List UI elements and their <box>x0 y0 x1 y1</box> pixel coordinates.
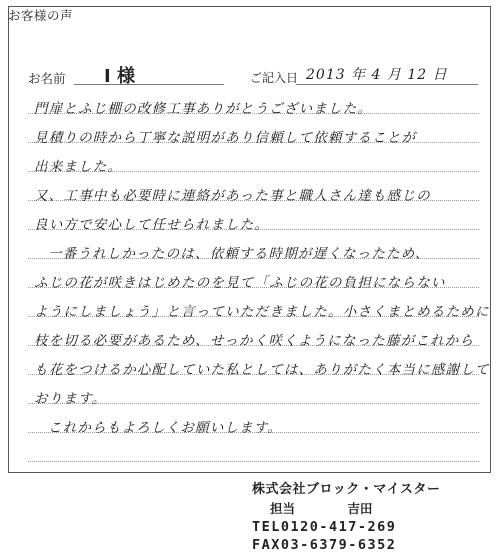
company-footer <box>252 478 440 553</box>
message-line: ようにしましょう」と言っていただきました。小さくまとめるために <box>34 304 490 320</box>
form-title: お客様の声 <box>8 8 74 23</box>
message-line: 出来ました。 <box>34 159 123 175</box>
message-line: 門扉とふじ棚の改修工事ありがとうございました。 <box>34 101 373 117</box>
ruled-line <box>28 461 479 462</box>
message-line: 見積りの時から丁寧な説明があり信頼して依頼することが <box>34 130 417 146</box>
staff-name: 吉田 <box>347 501 373 516</box>
phone-number: TEL0120-417-269 <box>252 519 397 535</box>
message-line: ふじの花が咲きはじめたのを見て「ふじの花の負担にならない <box>34 275 446 291</box>
message-line: おります。 <box>34 391 107 407</box>
name-label: お名前 <box>28 71 66 86</box>
date-underline <box>296 84 478 85</box>
entry-date: 2013 年 4 月 12 日 <box>306 67 448 83</box>
message-line: 一番うれしかったのは、依頼する時期が遅くなったため、 <box>48 246 430 262</box>
message-line: これからもよろしくお願いします。 <box>48 420 283 436</box>
fax-number: FAX03-6379-6352 <box>252 537 397 553</box>
message-line: 又、工事中も必要時に連絡があった事と職人さん達も感じの <box>34 188 431 204</box>
date-label: ご記入日 <box>250 71 299 85</box>
company-name: 株式会社ブロック・マイスター <box>252 482 441 497</box>
name-underline <box>74 84 224 85</box>
message-line: 良い方で安心して任せられました。 <box>34 217 270 233</box>
message-line: も花をつけるか心配していた私としては、ありがたく本当に感謝して <box>34 362 490 378</box>
staff-label: 担当 <box>270 501 296 516</box>
customer-name: I 様 <box>104 66 135 87</box>
staff-row <box>270 499 440 517</box>
message-line: 枝を切る必要があるため、せっかく咲くようになった藤がこれから <box>34 333 475 349</box>
